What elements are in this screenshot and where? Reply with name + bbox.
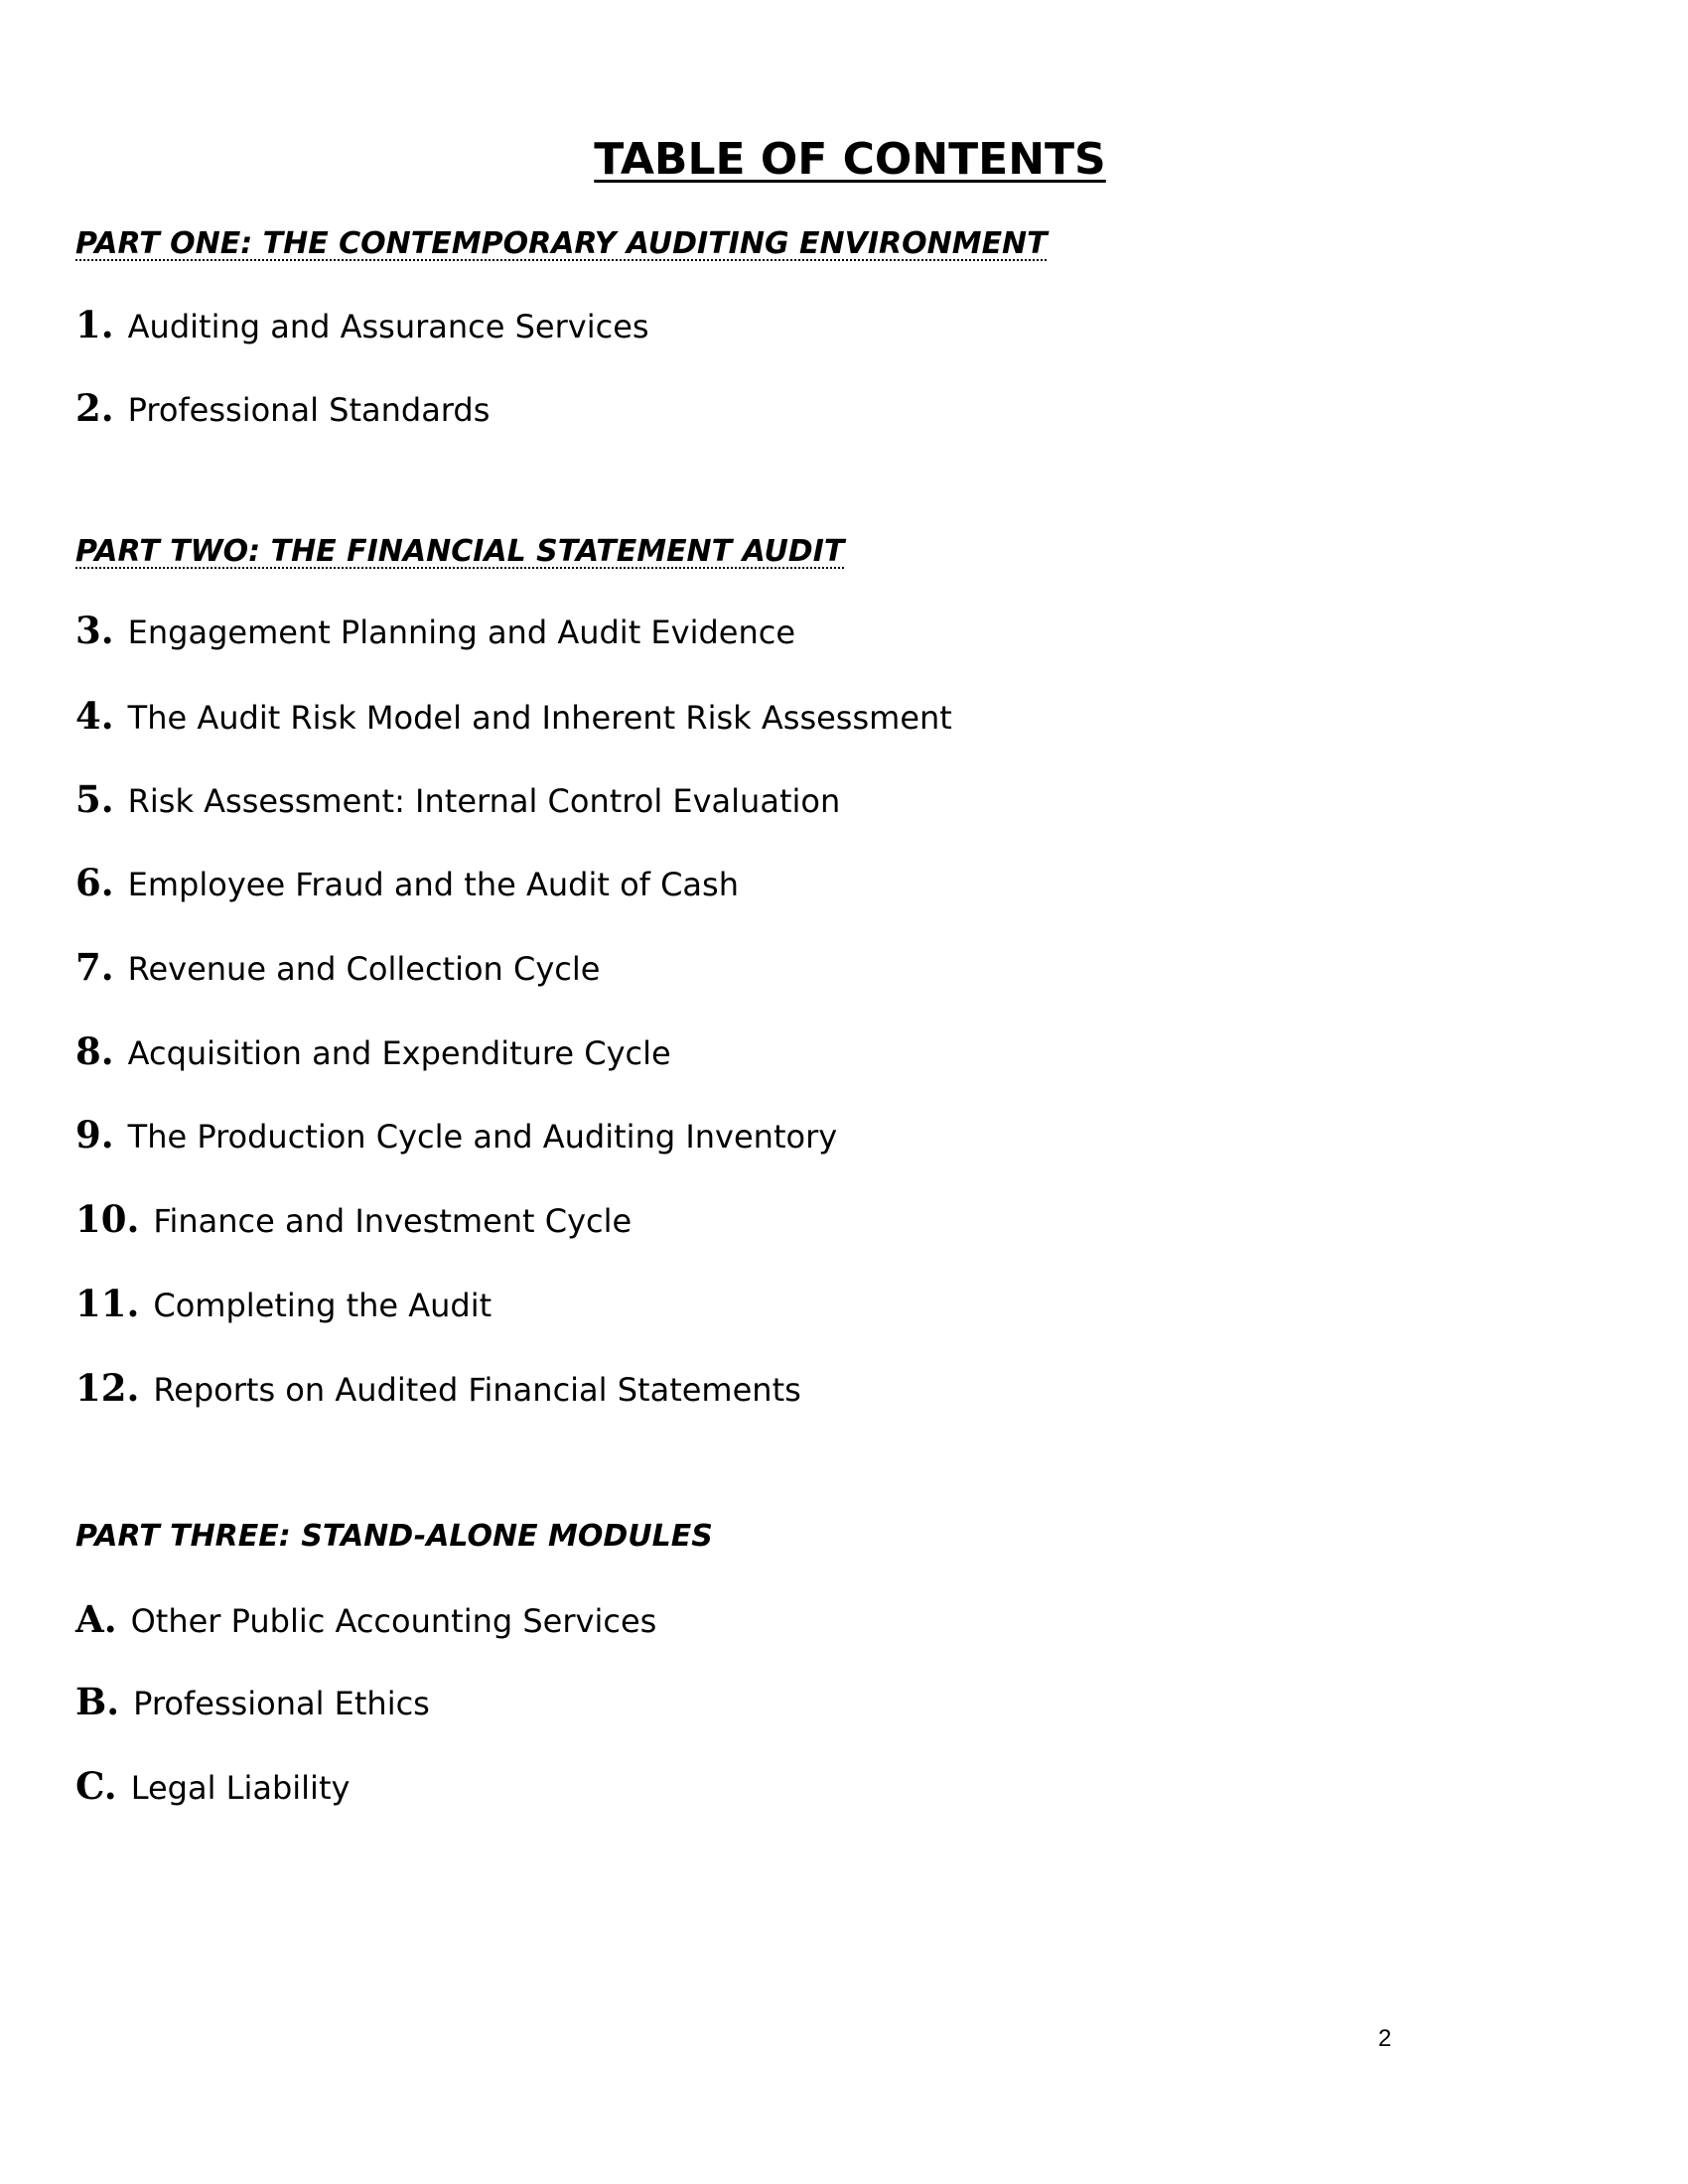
page-title: [0, 134, 1688, 185]
chapter-number: 7.: [75, 945, 114, 989]
chapter-title: Professional Ethics: [133, 1685, 430, 1722]
chapter-number: 8.: [75, 1029, 114, 1073]
chapter-number: 6.: [75, 861, 114, 904]
chapter-title: Professional Standards: [127, 391, 491, 429]
part-heading: PART ONE: THE CONTEMPORARY AUDITING ENVIRONMENT: [75, 226, 1048, 261]
chapter-title: Employee Fraud and the Audit of Cash: [127, 866, 739, 903]
part-heading: PART THREE: STAND-ALONE MODULES: [75, 1519, 713, 1554]
chapter-title: Legal Liability: [130, 1769, 351, 1807]
toc-entry: [75, 1366, 801, 1410]
title-text: TABLE OF CONTENTS: [594, 134, 1106, 185]
chapter-number: 10.: [75, 1197, 140, 1241]
chapter-number: B.: [75, 1680, 120, 1723]
chapter-title: Reports on Audited Financial Statements: [153, 1371, 801, 1409]
chapter-title: Other Public Accounting Services: [130, 1602, 657, 1640]
toc-entry: [75, 1197, 632, 1241]
chapter-number: 5.: [75, 777, 114, 821]
chapter-title: The Audit Risk Model and Inherent Risk Assessment: [127, 699, 952, 737]
chapter-number: C.: [75, 1764, 117, 1808]
chapter-title: Completing the Audit: [153, 1287, 492, 1324]
chapter-number: 4.: [75, 694, 114, 738]
chapter-title: Engagement Planning and Audit Evidence: [127, 614, 796, 651]
chapter-number: 3.: [75, 609, 114, 652]
chapter-title: The Production Cycle and Auditing Inventory: [127, 1118, 838, 1156]
toc-entry: [75, 1113, 837, 1157]
chapter-number: A.: [75, 1597, 117, 1641]
toc-entry: [75, 1680, 430, 1723]
page-number: 2: [1378, 2025, 1392, 2052]
toc-entry: [75, 386, 490, 430]
toc-entry: [75, 694, 952, 738]
chapter-number: 2.: [75, 386, 114, 430]
toc-entry: [75, 303, 649, 346]
chapter-number: 1.: [75, 303, 114, 346]
toc-entry: [75, 1764, 350, 1808]
toc-entry: [75, 861, 739, 904]
chapter-number: 9.: [75, 1113, 114, 1157]
toc-entry: [75, 945, 600, 989]
chapter-title: Acquisition and Expenditure Cycle: [127, 1034, 671, 1072]
toc-entry: [75, 1597, 656, 1641]
part-heading: PART TWO: THE FINANCIAL STATEMENT AUDIT: [75, 534, 845, 569]
chapter-number: 11.: [75, 1282, 140, 1325]
chapter-title: Risk Assessment: Internal Control Evaluation: [127, 782, 841, 820]
toc-entry: [75, 609, 795, 652]
chapter-title: Revenue and Collection Cycle: [127, 950, 601, 988]
chapter-number: 12.: [75, 1366, 140, 1410]
toc-entry: [75, 1282, 492, 1325]
toc-entry: [75, 1029, 671, 1073]
toc-entry: [75, 777, 840, 821]
chapter-title: Finance and Investment Cycle: [153, 1202, 633, 1240]
chapter-title: Auditing and Assurance Services: [127, 308, 649, 345]
